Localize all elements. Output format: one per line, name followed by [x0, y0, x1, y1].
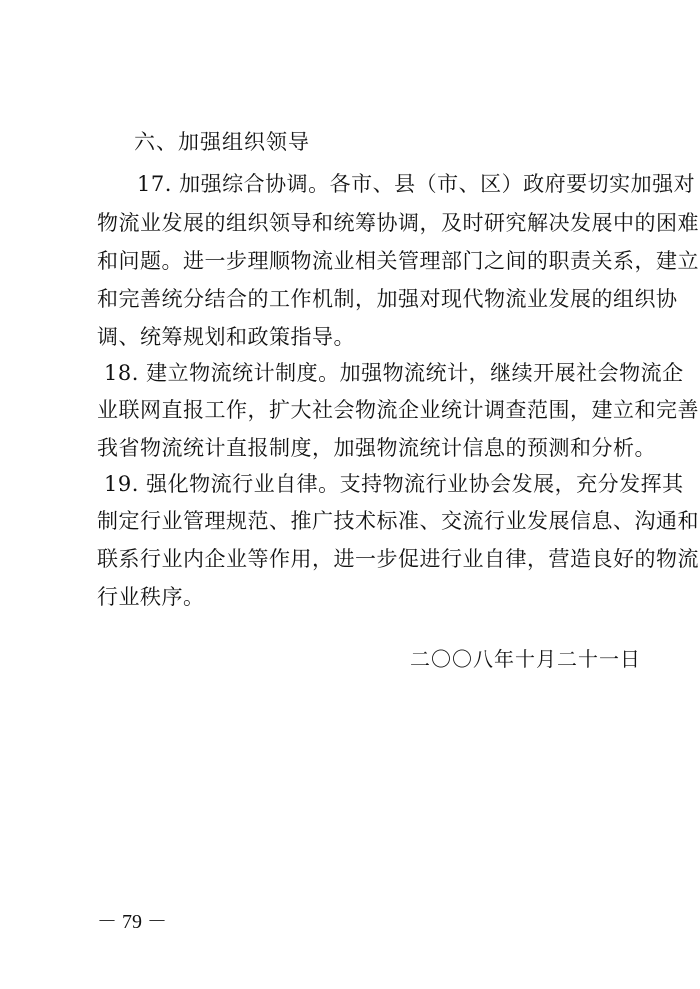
item-17-line-4: 和完善统分结合的工作机制，加强对现代物流业发展的组织协 [97, 287, 678, 311]
page-number: － 79 － [97, 911, 167, 933]
document-date: 二〇〇八年十月二十一日 [410, 647, 641, 671]
section-heading: 六、加强组织领导 [134, 130, 310, 154]
item-17-line-5: 调、统筹规划和政策指导。 [97, 325, 355, 349]
item-17-line-3: 和问题。进一步理顺物流业相关管理部门之间的职责关系，建立 [97, 249, 699, 273]
item-17-line-1: 17. 加强综合协调。各市、县（市、区）政府要切实加强对 [137, 172, 696, 196]
item-19-line-1: 19. 强化物流行业自律。支持物流行业协会发展，充分发挥其 [104, 472, 684, 496]
item-18-line-3: 我省物流统计直报制度，加强物流统计信息的预测和分析。 [97, 436, 656, 460]
item-17-line-2: 物流业发展的组织领导和统筹协调，及时研究解决发展中的困难 [97, 211, 699, 235]
item-19-line-2: 制定行业管理规范、推广技术标准、交流行业发展信息、沟通和 [97, 509, 699, 533]
item-19-line-4: 行业秩序。 [97, 585, 205, 609]
item-19-line-3: 联系行业内企业等作用，进一步促进行业自律，营造良好的物流 [97, 547, 699, 571]
item-18-line-2: 业联网直报工作，扩大社会物流企业统计调查范围，建立和完善 [97, 398, 699, 422]
item-18-line-1: 18. 建立物流统计制度。加强物流统计，继续开展社会物流企 [104, 361, 684, 385]
